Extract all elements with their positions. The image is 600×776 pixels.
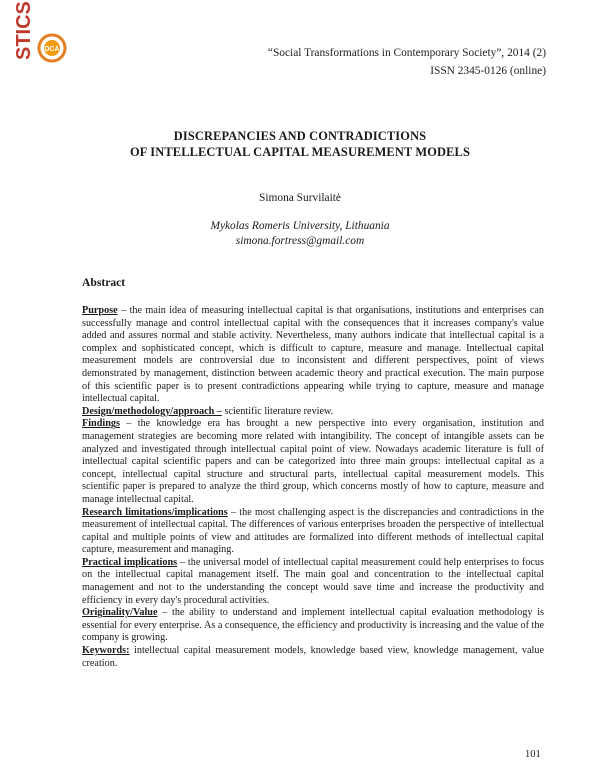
journal-citation: “Social Transformations in Contemporary Society”, 2014 (2) xyxy=(267,47,546,59)
research-paragraph xyxy=(82,507,544,557)
originality-text: – the ability to understand and implement intellectual capital evaluation methodology is essential for every enterprise. As a consequence, the efficiency and productivity is increasing and the value of the company is growing. xyxy=(82,607,544,644)
abstract-body xyxy=(82,305,544,670)
journal-issn: ISSN 2345-0126 (online) xyxy=(430,65,546,77)
keywords-text: intellectual capital measurement models, knowledge based view, knowledge management, value creation. xyxy=(82,645,544,669)
findings-text: – the knowledge era has brought a new perspective into every organisation, institution and management strategies are becoming more related with intangibility. The concept of intangible assets can be analyzed and investigated through intellectual capital point of view. Nowadays academic literature is full of intellectual capital scientific papers and can be categorized into three main groups: intellectual capital as a concept, intellectual capital structure and structural parts, intellectual capital measurement models. This scientific paper is prepared to analyze the third group, which concerns mostly of how to capture, measure and manage intellectual capital. xyxy=(82,418,544,505)
author-name: Simona Survilaitė xyxy=(259,192,341,204)
originality-paragraph xyxy=(82,607,544,645)
design-label: Design/methodology/approach – xyxy=(82,405,222,417)
purpose-label: Purpose xyxy=(82,305,118,316)
title-line-1: DISCREPANCIES AND CONTRADICTIONS xyxy=(173,129,427,143)
title-line-2: OF INTELLECTUAL CAPITAL MEASUREMENT MODELS xyxy=(130,145,470,159)
journal-header xyxy=(268,44,546,80)
paper-title xyxy=(0,128,600,160)
logo-wordmark: STICS xyxy=(13,1,35,60)
affiliation xyxy=(0,219,600,249)
purpose-text: – the main idea of measuring intellectual capital is that organisations, institutions and enterprises can successfully manage and control intellectual capital with the consequences that it increases company's value added and assures normal and stable activity. Nevertheless, many authors indicate that intellectual capital is a complex and sophisticated concept, which is difficult to capture, measure and manage. Intellectual capital measurement models are controversial due to inconsistent and different perspectives, point of views demonstrated by management, distinction between academic theory and practical execution. The main purpose of this scientific paper is to present contradictions appearing while trying to capture, measure and manage intellectual capital. xyxy=(82,305,544,405)
purpose-paragraph xyxy=(82,305,544,406)
logo-badge: DCA xyxy=(44,46,60,53)
abstract-heading: Abstract xyxy=(82,276,126,289)
practical-paragraph xyxy=(82,557,544,607)
keywords-label: Keywords: xyxy=(82,645,130,657)
practical-label: Practical implications xyxy=(82,556,178,568)
stics-logo-icon xyxy=(0,0,88,88)
practical-text: – the universal model of intellectual capital measurement could help enterprises to focus on the intellectual capital management itself. The main goal and concentration to the intellectual capital management and not to the understanding the concept would save time and increase the productivity and efficiency in every day's procedural activities. xyxy=(82,556,544,606)
design-text: scientific literature review. xyxy=(221,405,334,417)
design-paragraph xyxy=(82,406,544,419)
keywords-paragraph xyxy=(82,645,544,670)
page-number: 101 xyxy=(525,749,541,760)
findings-label: Findings xyxy=(82,418,120,430)
research-text: – the most challenging aspect is the discrepancies and contradictions in the measurement of intellectual capital. The differences of various enterprises broaden the perspective of intellectual capital and multiple points of view and attitudes are formalized into different methods of intellectual capital capture, measurement and managing. xyxy=(82,506,544,556)
affiliation-university: Mykolas Romeris University, Lithuania xyxy=(210,220,390,232)
research-label: Research limitations/implications xyxy=(82,506,228,518)
originality-label: Originality/Value xyxy=(82,607,158,619)
journal-logo xyxy=(0,0,88,88)
findings-paragraph xyxy=(82,418,544,506)
affiliation-email: simona.fortress@gmail.com xyxy=(235,235,365,247)
